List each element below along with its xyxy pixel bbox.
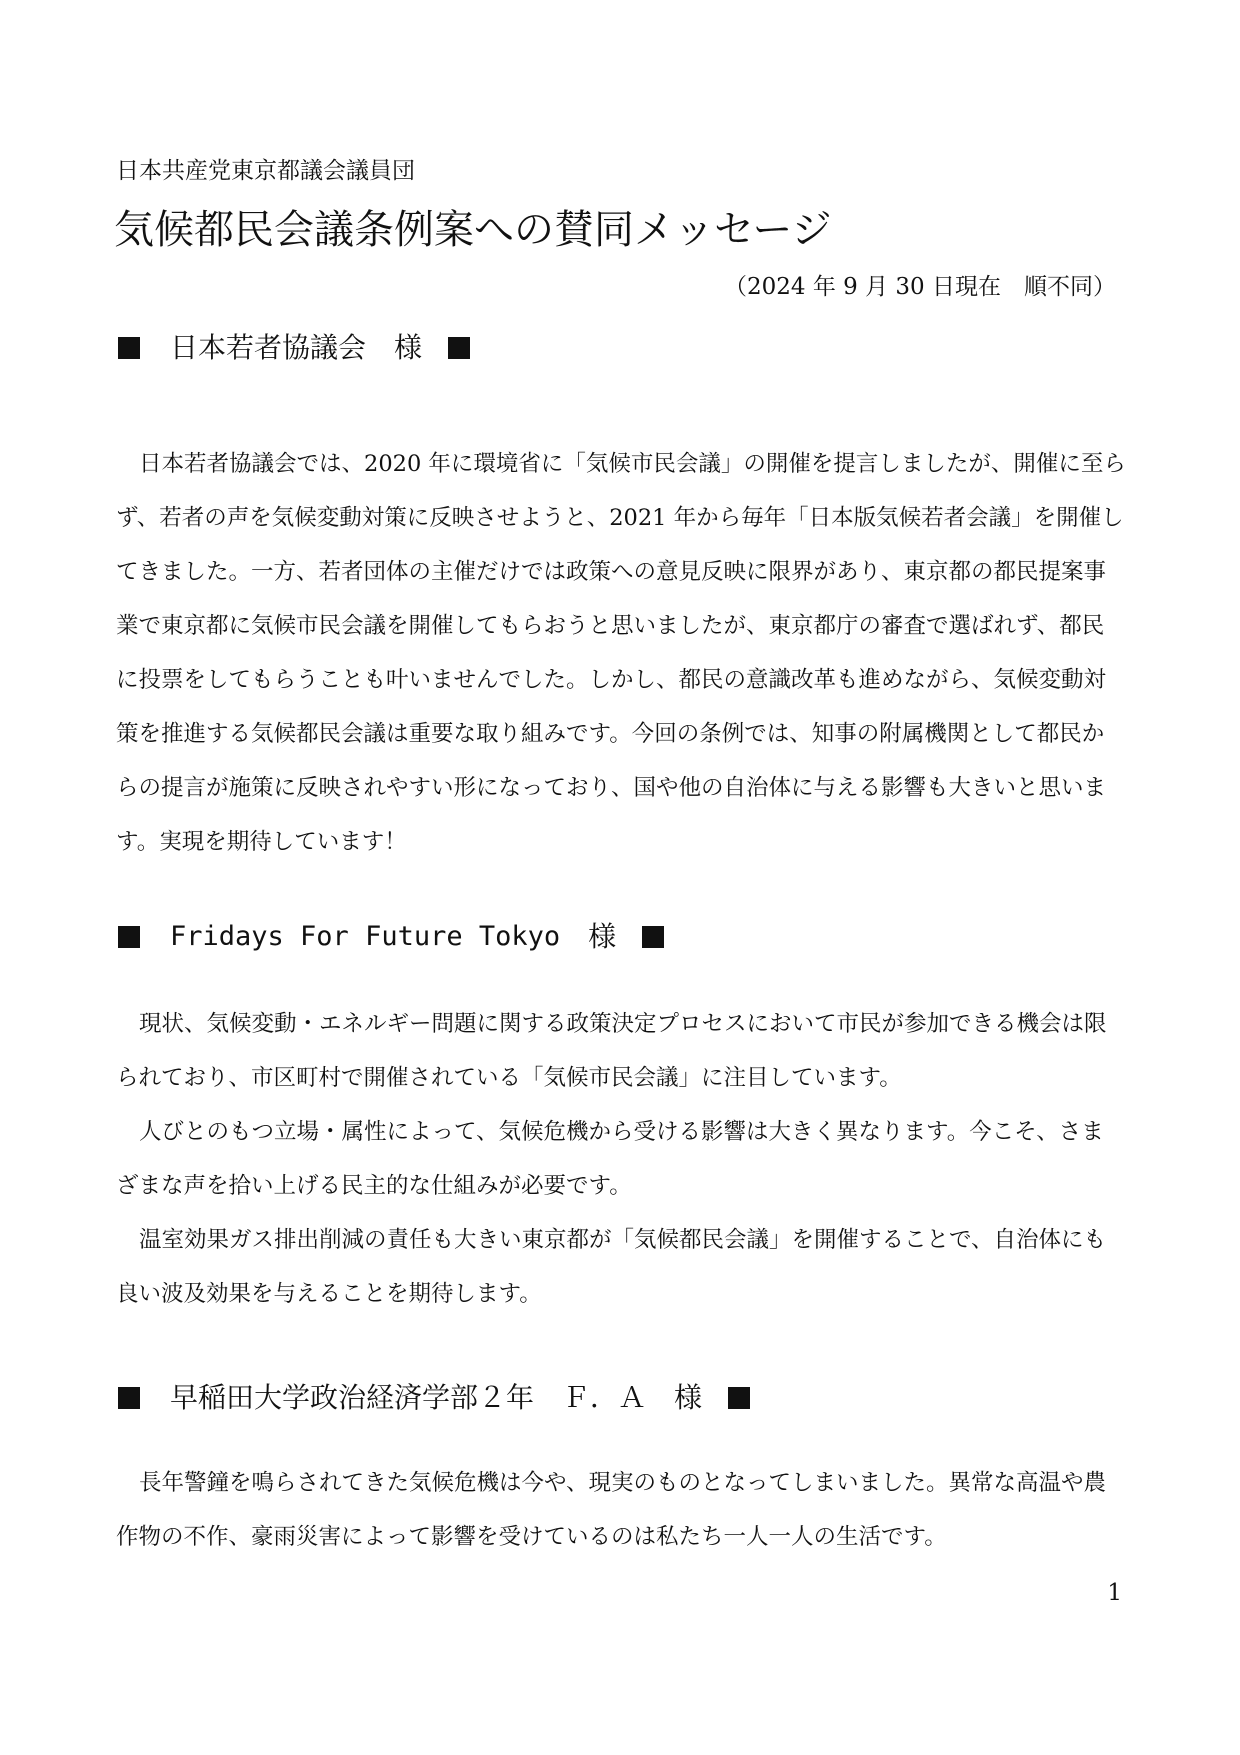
square-bullet-icon: [118, 926, 140, 948]
section-honorific: 様: [588, 920, 617, 953]
section-heading-2: [118, 919, 664, 955]
section-name: 日本若者協議会: [170, 331, 367, 364]
section-honorific: 様: [674, 1381, 703, 1414]
organization-name: 日本共産党東京都議会議員団: [116, 158, 415, 184]
square-bullet-icon: [728, 1387, 750, 1409]
paragraph: 現状、気候変動・エネルギー問題に関する政策決定プロセスにおいて市民が参加できる機会は限られており、市区町村で開催されている「気候市民会議」に注目しています。: [116, 1011, 1107, 1091]
paragraph: 日本若者協議会では、2020 年に環境省に「気候市民会議」の開催を提言しましたが、開催に至らず、若者の声を気候変動対策に反映させようと、2021 年から毎年「日本版気候若者会議」を開催してきました。一方、若者団体の主催だけでは政策への意見反映に限界があり、東京都の都民提案事業で東京都に気候市民会議を開催してもらおうと思いましたが、東京都庁の審査で選ばれず、都民に投票をしてもらうことも叶いませんでした。しかし、都民の意識改革も進めながら、気候変動対策を推進する気候都民会議は重要な取り組みです。今回の条例では、知事の附属機関として都民からの提言が施策に反映されやすい形になっており、国や他の自治体に与える影響も大きいと思います。実現を期待しています！: [116, 451, 1126, 855]
page-title: 気候都民会議条例案への賛同メッセージ: [114, 207, 832, 253]
square-bullet-icon: [118, 337, 140, 359]
section-body-3: [116, 1456, 1126, 1564]
square-bullet-icon: [642, 926, 664, 948]
section-honorific: 様: [394, 331, 423, 364]
paragraph: 長年警鐘を鳴らされてきた気候危機は今や、現実のものとなってしまいました。異常な高温や農作物の不作、豪雨災害によって影響を受けているのは私たち一人一人の生活です。: [116, 1470, 1107, 1550]
section-body-2: [116, 997, 1126, 1321]
section-body-1: [116, 437, 1126, 869]
section-heading-3: [118, 1380, 750, 1416]
section-heading-1: [118, 330, 470, 366]
paragraph: 人びとのもつ立場・属性によって、気候危機から受ける影響は大きく異なります。今こそ、さまざまな声を拾い上げる民主的な仕組みが必要です。: [116, 1119, 1104, 1199]
section-name: 早稲田大学政治経済学部２年 Ｆ．Ａ: [170, 1381, 647, 1414]
page-number: 1: [1107, 1580, 1122, 1606]
square-bullet-icon: [118, 1387, 140, 1409]
square-bullet-icon: [448, 337, 470, 359]
paragraph: 温室効果ガス排出削減の責任も大きい東京都が「気候都民会議」を開催することで、自治体にも良い波及効果を与えることを期待します。: [116, 1227, 1107, 1307]
section-name: Fridays For Future Tokyo: [170, 921, 561, 952]
date-note: （2024 年 9 月 30 日現在 順不同）: [724, 274, 1116, 300]
